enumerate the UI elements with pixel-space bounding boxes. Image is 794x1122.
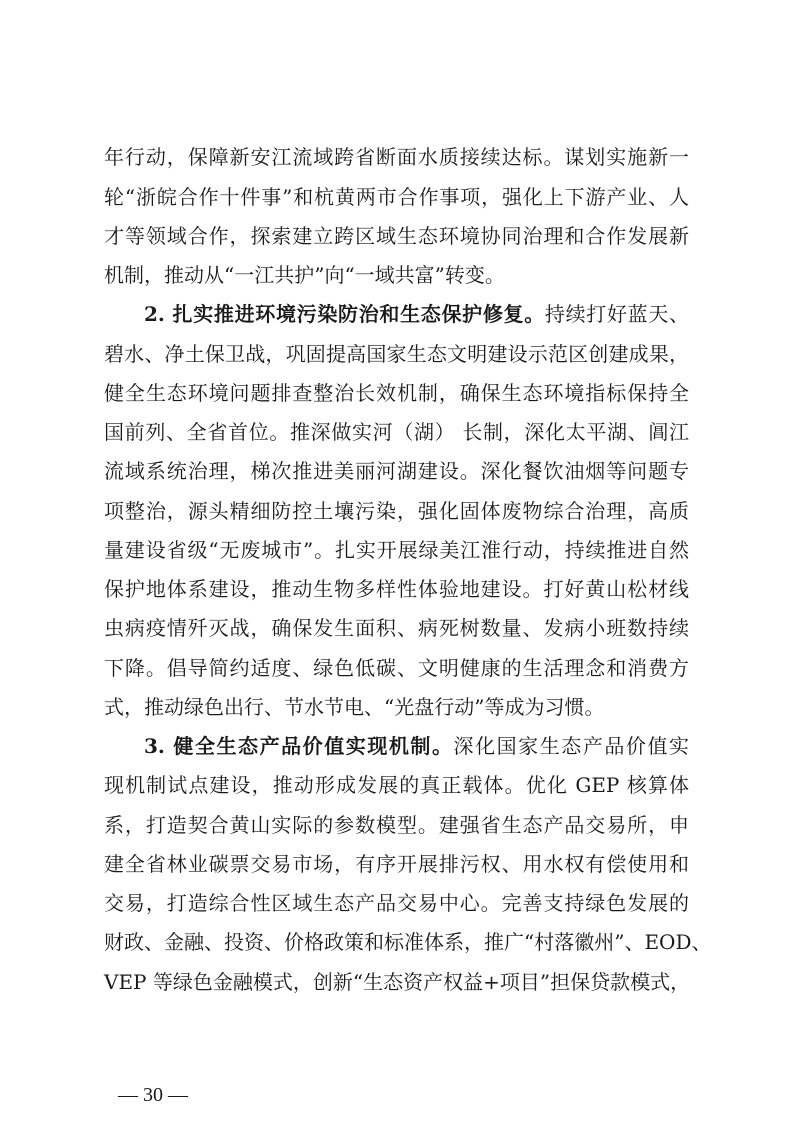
- paragraph-3-line-6: 财政、金融、投资、价格政策和标准体系，推广“村落徽州”、EOD、: [104, 930, 712, 954]
- paragraph-2-line-5: 流域系统治理，梯次推进美丽河湖建设。深化餐饮油烟等问题专: [104, 459, 689, 483]
- paragraph-2-line-7: 量建设省级“无废城市”。扎实开展绿美江淮行动，持续推进自然: [104, 538, 689, 562]
- paragraph-2-line-3: 健全生态环境问题排查整治长效机制，确保生态环境指标保持全: [104, 381, 689, 405]
- paragraph-1-line-2: 轮“浙皖合作十件事”和杭黄两市合作事项，强化上下游产业、人: [104, 185, 689, 209]
- paragraph-1-line-4: 机制，推动从“一江共护”向“一域共富”转变。: [104, 263, 505, 287]
- paragraph-3-line-3: 系，打造契合黄山实际的参数模型。建强省生态产品交易所，申: [104, 813, 689, 837]
- paragraph-2-line-2: 碧水、净土保卫战，巩固提高国家生态文明建设示范区创建成果，: [104, 342, 689, 366]
- paragraph-2-line-1: [144, 300, 689, 328]
- paragraph-3-line-1: [144, 732, 689, 760]
- paragraph-2-line-6: 项整治，源头精细防控土壤污染，强化固体废物综合治理，高质: [104, 499, 689, 523]
- page-number: — 30 —: [118, 1084, 188, 1106]
- paragraph-3-first-line-text: 深化国家生态产品价值实: [453, 734, 690, 758]
- paragraph-3-line-4: 建全省林业碳票交易市场，有序开展排污权、用水权有偿使用和: [104, 852, 689, 876]
- paragraph-2-line-11: 式，推动绿色出行、节水节电、“光盘行动”等成为习惯。: [104, 695, 605, 719]
- paragraph-2-first-line-text: 持续打好蓝天、: [544, 302, 690, 326]
- paragraph-2-line-8: 保护地体系建设，推动生物多样性体验地建设。打好黄山松材线: [104, 577, 689, 601]
- paragraph-3-heading: 3. 健全生态产品价值实现机制。: [144, 734, 454, 758]
- paragraph-3-line-2: 现机制试点建设，推动形成发展的真正载体。优化 GEP 核算体: [104, 773, 689, 797]
- paragraph-2-heading: 2. 扎实推进环境污染防治和生态保护修复。: [144, 302, 545, 326]
- paragraph-1-line-3: 才等领域合作，探索建立跨区域生态环境协同治理和合作发展新: [104, 224, 689, 248]
- paragraph-3-line-7: VEP 等绿色金融模式，创新“生态资产权益+项目”担保贷款模式，: [104, 970, 691, 994]
- paragraph-2-line-10: 下降。倡导简约适度、绿色低碳、文明健康的生活理念和消费方: [104, 656, 689, 680]
- paragraph-1-line-1: 年行动，保障新安江流域跨省断面水质接续达标。谋划实施新一: [104, 145, 689, 169]
- paragraph-3-line-5: 交易，打造综合性区域生态产品交易中心。完善支持绿色发展的: [104, 891, 689, 915]
- paragraph-2-line-4: 国前列、全省首位。推深做实河（湖） 长制，深化太平湖、阊江: [104, 420, 689, 444]
- paragraph-2-line-9: 虫病疫情歼灭战，确保发生面积、病死树数量、发病小班数持续: [104, 616, 689, 640]
